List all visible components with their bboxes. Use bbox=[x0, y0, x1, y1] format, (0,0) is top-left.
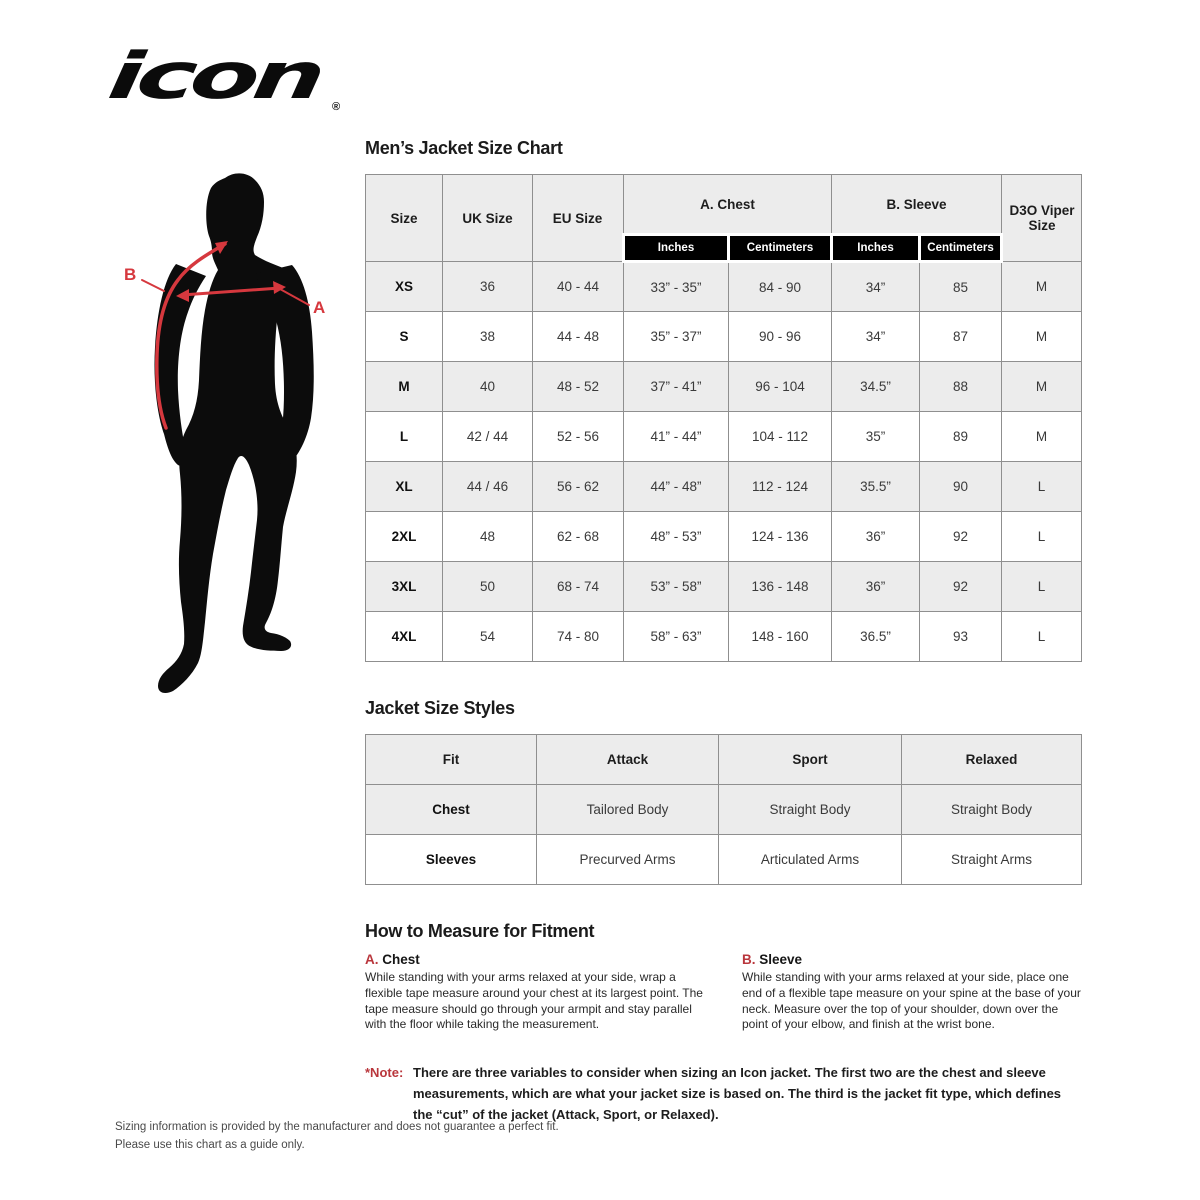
cell-sleeve-inches: 35” bbox=[832, 412, 920, 462]
disclaimer-line-2: Please use this chart as a guide only. bbox=[115, 1138, 305, 1151]
cell-chest-centimeters: 84 - 90 bbox=[729, 262, 832, 312]
cell-eu-size: 74 - 80 bbox=[533, 612, 624, 662]
cell-d3o-size: M bbox=[1002, 262, 1082, 312]
cell-sleeve-centimeters: 88 bbox=[920, 362, 1002, 412]
header-size: Size bbox=[366, 175, 443, 262]
cell-chest-inches: 41” - 44” bbox=[624, 412, 729, 462]
cell-sleeve-inches: 36” bbox=[832, 512, 920, 562]
measure-instructions bbox=[365, 952, 1084, 1033]
cell-d3o-size: L bbox=[1002, 562, 1082, 612]
cell-sleeve-inches: 36.5” bbox=[832, 612, 920, 662]
measurement-figure bbox=[112, 162, 372, 722]
cell-chest-centimeters: 148 - 160 bbox=[729, 612, 832, 662]
sleeve-instructions-heading bbox=[742, 952, 1083, 967]
cell-chest-centimeters: 112 - 124 bbox=[729, 462, 832, 512]
sleeve-letter: B. bbox=[742, 952, 756, 967]
sleeve-heading-label: Sleeve bbox=[759, 952, 803, 967]
cell-sleeve-inches: 34.5” bbox=[832, 362, 920, 412]
cell-uk-size: 54 bbox=[443, 612, 533, 662]
sleeve-instructions-text: While standing with your arms relaxed at your side, place one end of a flexible tape measure on your spine at the base of your neck. Measure over the top of your shoulder, down over the point of your elbow, and finish at the wrist bone. bbox=[742, 970, 1081, 1032]
sleeve-label-b: B bbox=[124, 265, 137, 284]
cell-attack-sleeves: Precurved Arms bbox=[537, 835, 719, 885]
cell-size: L bbox=[366, 412, 443, 462]
cell-chest-inches: 37” - 41” bbox=[624, 362, 729, 412]
cell-eu-size: 44 - 48 bbox=[533, 312, 624, 362]
cell-relaxed-chest: Straight Body bbox=[902, 785, 1082, 835]
cell-eu-size: 52 - 56 bbox=[533, 412, 624, 462]
size-row-xl bbox=[366, 462, 1082, 512]
chest-instructions bbox=[365, 952, 706, 1033]
cell-sleeve-centimeters: 90 bbox=[920, 462, 1002, 512]
cell-sleeve-centimeters: 89 bbox=[920, 412, 1002, 462]
cell-uk-size: 50 bbox=[443, 562, 533, 612]
cell-sleeve-centimeters: 92 bbox=[920, 562, 1002, 612]
cell-d3o-size: L bbox=[1002, 612, 1082, 662]
chest-label-a: A bbox=[313, 298, 326, 317]
jacket-styles-table bbox=[365, 734, 1082, 885]
size-row-2xl bbox=[366, 512, 1082, 562]
cell-chest-inches: 44” - 48” bbox=[624, 462, 729, 512]
note-label: *Note: bbox=[365, 1065, 404, 1081]
header-sport: Sport bbox=[719, 735, 902, 785]
cell-sport-chest: Straight Body bbox=[719, 785, 902, 835]
label-b-leader-line bbox=[142, 280, 164, 291]
cell-uk-size: 36 bbox=[443, 262, 533, 312]
cell-sleeve-inches: 34” bbox=[832, 312, 920, 362]
sleeve-instructions bbox=[742, 952, 1083, 1033]
cell-eu-size: 56 - 62 bbox=[533, 462, 624, 512]
size-row-s bbox=[366, 312, 1082, 362]
size-row-4xl bbox=[366, 612, 1082, 662]
male-silhouette-graphic bbox=[112, 162, 372, 722]
cell-eu-size: 40 - 44 bbox=[533, 262, 624, 312]
styles-header-row bbox=[366, 735, 1082, 785]
header-sleeve-centimeters: Centimeters bbox=[920, 235, 1002, 262]
cell-d3o-size: M bbox=[1002, 362, 1082, 412]
header-d3o-viper-size: D3O Viper Size bbox=[1002, 175, 1082, 262]
cell-uk-size: 48 bbox=[443, 512, 533, 562]
cell-size: M bbox=[366, 362, 443, 412]
cell-attack-chest: Tailored Body bbox=[537, 785, 719, 835]
cell-eu-size: 62 - 68 bbox=[533, 512, 624, 562]
cell-d3o-size: L bbox=[1002, 512, 1082, 562]
cell-size: 4XL bbox=[366, 612, 443, 662]
size-row-xs bbox=[366, 262, 1082, 312]
header-sleeve-group: B. Sleeve bbox=[832, 175, 1002, 235]
icon-logo bbox=[98, 40, 348, 120]
cell-chest-inches: 48” - 53” bbox=[624, 512, 729, 562]
cell-d3o-size: L bbox=[1002, 462, 1082, 512]
cell-sleeve-inches: 34” bbox=[832, 262, 920, 312]
cell-chest-inches: 53” - 58” bbox=[624, 562, 729, 612]
chest-instructions-heading bbox=[365, 952, 706, 967]
chest-letter: A. bbox=[365, 952, 379, 967]
cell-uk-size: 42 / 44 bbox=[443, 412, 533, 462]
header-relaxed: Relaxed bbox=[902, 735, 1082, 785]
cell-relaxed-sleeves: Straight Arms bbox=[902, 835, 1082, 885]
header-sleeve-inches: Inches bbox=[832, 235, 920, 262]
cell-size: XL bbox=[366, 462, 443, 512]
header-chest-centimeters: Centimeters bbox=[729, 235, 832, 262]
note-text: There are three variables to consider when sizing an Icon jacket. The first two are the chest and sleeve measurements, which are what your jacket size is based on. The third is the jacket fit type, which defines the “cut” of the jacket (Attack, Sport, or Relaxed). bbox=[413, 1065, 1062, 1122]
styles-title: Jacket Size Styles bbox=[365, 698, 515, 718]
header-eu-size: EU Size bbox=[533, 175, 624, 262]
cell-sleeve-centimeters: 85 bbox=[920, 262, 1002, 312]
chest-heading-label: Chest bbox=[382, 952, 420, 967]
cell-sleeve-centimeters: 93 bbox=[920, 612, 1002, 662]
cell-chest-inches: 35” - 37” bbox=[624, 312, 729, 362]
disclaimer-line-1: Sizing information is provided by the manufacturer and does not guarantee a perfect fit. bbox=[115, 1121, 559, 1133]
icon-logo-graphic bbox=[98, 40, 348, 120]
size-row-3xl bbox=[366, 562, 1082, 612]
cell-d3o-size: M bbox=[1002, 412, 1082, 462]
cell-chest-centimeters: 104 - 112 bbox=[729, 412, 832, 462]
cell-size: S bbox=[366, 312, 443, 362]
cell-sleeve-inches: 36” bbox=[832, 562, 920, 612]
cell-chest-inches: 33” - 35” bbox=[624, 262, 729, 312]
cell-chest-centimeters: 136 - 148 bbox=[729, 562, 832, 612]
cell-chest-centimeters: 96 - 104 bbox=[729, 362, 832, 412]
size-row-l bbox=[366, 412, 1082, 462]
cell-eu-size: 68 - 74 bbox=[533, 562, 624, 612]
cell-row-label: Chest bbox=[366, 785, 537, 835]
cell-chest-inches: 58” - 63” bbox=[624, 612, 729, 662]
cell-size: XS bbox=[366, 262, 443, 312]
cell-sleeve-inches: 35.5” bbox=[832, 462, 920, 512]
header-chest-inches: Inches bbox=[624, 235, 729, 262]
cell-uk-size: 38 bbox=[443, 312, 533, 362]
cell-uk-size: 40 bbox=[443, 362, 533, 412]
icon-logo-text: icon bbox=[103, 40, 248, 114]
measure-title: How to Measure for Fitment bbox=[365, 921, 595, 941]
cell-sleeve-centimeters: 92 bbox=[920, 512, 1002, 562]
cell-eu-size: 48 - 52 bbox=[533, 362, 624, 412]
cell-chest-centimeters: 90 - 96 bbox=[729, 312, 832, 362]
cell-chest-centimeters: 124 - 136 bbox=[729, 512, 832, 562]
cell-sleeve-centimeters: 87 bbox=[920, 312, 1002, 362]
size-chart-title: Men’s Jacket Size Chart bbox=[365, 138, 563, 158]
sizing-note bbox=[365, 1063, 1084, 1125]
styles-row-chest bbox=[366, 785, 1082, 835]
header-attack: Attack bbox=[537, 735, 719, 785]
chest-instructions-text: While standing with your arms relaxed at your side, wrap a flexible tape measure around your chest at its largest point. The tape measure should go through your armpit and stay parallel with the floor while taking the measurement. bbox=[365, 970, 703, 1032]
cell-row-label: Sleeves bbox=[366, 835, 537, 885]
cell-size: 2XL bbox=[366, 512, 443, 562]
styles-row-sleeves bbox=[366, 835, 1082, 885]
size-chart-table bbox=[365, 174, 1082, 662]
cell-uk-size: 44 / 46 bbox=[443, 462, 533, 512]
header-chest-group: A. Chest bbox=[624, 175, 832, 235]
header-fit: Fit bbox=[366, 735, 537, 785]
cell-d3o-size: M bbox=[1002, 312, 1082, 362]
size-row-m bbox=[366, 362, 1082, 412]
manufacturer-disclaimer bbox=[115, 1119, 559, 1155]
cell-size: 3XL bbox=[366, 562, 443, 612]
content-column bbox=[365, 138, 1084, 1126]
header-uk-size: UK Size bbox=[443, 175, 533, 262]
header-row-main bbox=[366, 175, 1082, 235]
cell-sport-sleeves: Articulated Arms bbox=[719, 835, 902, 885]
registered-trademark-icon: ® bbox=[332, 101, 341, 113]
